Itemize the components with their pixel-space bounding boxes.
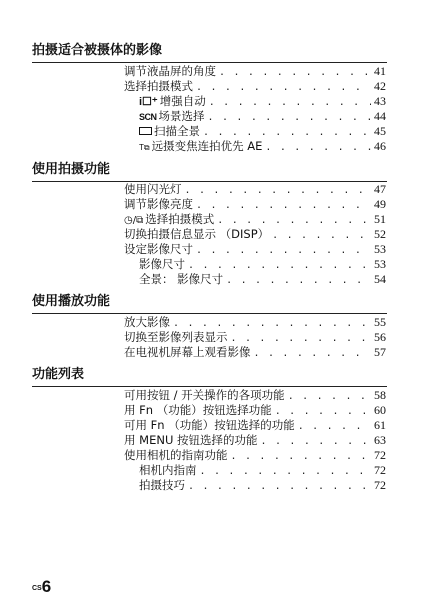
toc-page-number: 52 <box>374 227 386 241</box>
toc-entry-label: 用 MENU 按钮选择的功能 <box>124 433 258 447</box>
toc-entry-help-guide[interactable] <box>124 448 386 464</box>
toc-entry-panorama-size[interactable] <box>139 272 386 288</box>
toc-entry-label: 调节液晶屏的角度 <box>124 64 216 78</box>
scene-icon: SCN <box>139 112 157 122</box>
toc-page-number: 53 <box>374 242 386 256</box>
toc-page-number: 41 <box>374 64 386 78</box>
toc-page-number: 61 <box>374 418 386 432</box>
toc-entry-label: 增强自动 <box>159 94 206 108</box>
toc-entry-in-camera-guide[interactable] <box>139 463 386 479</box>
toc-entry-label-wrap <box>139 94 206 110</box>
dot-leader <box>226 273 371 288</box>
toc-entry-label: 选择拍摄模式 <box>145 212 215 226</box>
toc-entry-label: 场景选择 <box>158 109 205 123</box>
toc-page-number: 45 <box>374 124 386 138</box>
toc-page-number: 42 <box>374 79 386 93</box>
toc-page-number: 51 <box>374 212 386 226</box>
dot-leader <box>265 140 371 155</box>
dot-leader <box>231 449 372 464</box>
toc-entry-label: 全景： 影像尺寸 <box>139 272 224 286</box>
toc-entry-buttons-switches[interactable] <box>124 388 386 404</box>
dot-leader <box>196 198 371 213</box>
toc-entry-drive-mode[interactable] <box>124 212 386 228</box>
tele-zoom-priority-icon: T⧉ <box>139 143 150 152</box>
toc-entry-disp[interactable] <box>124 227 386 243</box>
section-title: 功能列表 <box>32 367 85 382</box>
dot-leader <box>231 331 372 346</box>
page-footer <box>32 578 51 595</box>
toc-page-number: 54 <box>374 272 386 286</box>
toc-entry-label: 使用闪光灯 <box>124 182 182 196</box>
dot-leader <box>254 346 372 361</box>
section-shooting-subjects <box>32 42 387 66</box>
toc-entry-label: 设定影像尺寸 <box>124 242 193 256</box>
section-title: 使用播放功能 <box>32 294 111 309</box>
toc-entry-label: 扫描全景 <box>154 124 200 138</box>
section-title: 使用拍摄功能 <box>32 162 111 177</box>
toc-entry-label-wrap <box>124 212 214 228</box>
toc-entry-label: 切换拍摄信息显示 （DISP） <box>124 227 270 241</box>
dot-leader <box>185 183 372 198</box>
toc-page-number: 55 <box>374 315 386 329</box>
toc-entry-shooting-mode[interactable] <box>124 79 386 95</box>
toc-entry-fn-select[interactable] <box>124 403 386 419</box>
section-playback-functions <box>32 293 387 317</box>
toc-entry-flash[interactable] <box>124 182 386 198</box>
dot-leader <box>275 404 371 419</box>
dot-leader <box>200 464 372 479</box>
dot-leader <box>209 95 371 110</box>
toc-entry-label: 可用按钮 / 开关操作的各项功能 <box>124 388 285 402</box>
dot-leader <box>208 110 371 125</box>
toc-entry-label: 调节影像亮度 <box>124 197 193 211</box>
toc-page-number: 46 <box>374 139 386 153</box>
toc-page-number: 72 <box>374 448 386 462</box>
toc-page-number: 56 <box>374 330 386 344</box>
toc-page-number: 57 <box>374 345 386 359</box>
toc-entry-label: 在电视机屏幕上观看影像 <box>124 345 251 359</box>
toc-entry-sweep-panorama[interactable] <box>139 124 386 140</box>
toc-entry-menu[interactable] <box>124 433 386 449</box>
dot-leader <box>298 419 371 434</box>
dot-leader <box>196 243 371 258</box>
page-number: 6 <box>41 577 52 596</box>
toc-page-number: 58 <box>374 388 386 402</box>
dot-leader <box>219 65 371 80</box>
toc-entry-image-size-setting[interactable] <box>124 242 386 258</box>
toc-entry-label: 切换至影像列表显示 <box>124 330 228 344</box>
dot-leader <box>217 213 371 228</box>
toc-page-number: 49 <box>374 197 386 211</box>
toc-entry-label: 可用 Fn （功能）按钮选择的功能 <box>124 418 295 432</box>
section-function-list <box>32 366 387 390</box>
toc-page-number: 60 <box>374 403 386 417</box>
toc-entry-enlarge[interactable] <box>124 315 386 331</box>
toc-entry-image-size[interactable] <box>139 257 386 273</box>
dot-leader <box>196 80 371 95</box>
dot-leader <box>261 434 371 449</box>
toc-page-number: 43 <box>374 94 386 108</box>
dot-leader <box>272 228 371 243</box>
toc-entry-index[interactable] <box>124 330 386 346</box>
toc-entry-tv[interactable] <box>124 345 386 361</box>
dot-leader <box>288 389 371 404</box>
toc-entry-brightness[interactable] <box>124 197 386 213</box>
language-code: CS <box>32 585 42 592</box>
toc-entry-label-wrap <box>139 109 205 125</box>
toc-entry-label: 放大影像 <box>124 315 170 329</box>
toc-entry-label: 影像尺寸 <box>139 257 185 271</box>
toc-page-number: 47 <box>374 182 386 196</box>
toc-entry-label: 用 Fn （功能）按钮选择功能 <box>124 403 272 417</box>
sweep-panorama-icon <box>139 127 152 135</box>
dot-leader <box>173 316 371 331</box>
drive-mode-icon: ◷/⧉ <box>124 215 144 226</box>
toc-page-number: 72 <box>374 478 386 492</box>
section-divider <box>32 386 387 387</box>
toc-entry-superior-auto[interactable] <box>139 94 386 110</box>
dot-leader <box>203 125 371 140</box>
toc-entry-label: 拍摄技巧 <box>139 478 185 492</box>
dot-leader <box>188 258 371 273</box>
toc-entry-tele-zoom-priority[interactable] <box>139 139 386 155</box>
toc-entry-label-wrap <box>139 124 200 139</box>
toc-entry-lcd-angle[interactable] <box>124 64 386 80</box>
toc-page-number: 53 <box>374 257 386 271</box>
section-divider <box>32 313 387 314</box>
toc-entry-label: 相机内指南 <box>139 463 197 477</box>
section-divider <box>32 62 387 63</box>
toc-entry-label: 远摄变焦连拍优先 AE <box>151 139 263 153</box>
toc-entry-shooting-tips[interactable] <box>139 478 386 494</box>
toc-entry-label-wrap <box>139 139 262 155</box>
toc-entry-label: 选择拍摄模式 <box>124 79 193 93</box>
toc-page-number: 44 <box>374 109 386 123</box>
toc-entry-label: 使用相机的指南功能 <box>124 448 228 462</box>
toc-entry-scene-selection[interactable] <box>139 109 386 125</box>
dot-leader <box>188 479 371 494</box>
section-title: 拍摄适合被摄体的影像 <box>32 43 163 58</box>
toc-page-number: 72 <box>374 463 386 477</box>
intelligent-auto-icon: i☐⁺ <box>139 96 158 108</box>
toc-entry-fn-functions[interactable] <box>124 418 386 434</box>
toc-page-number: 63 <box>374 433 386 447</box>
